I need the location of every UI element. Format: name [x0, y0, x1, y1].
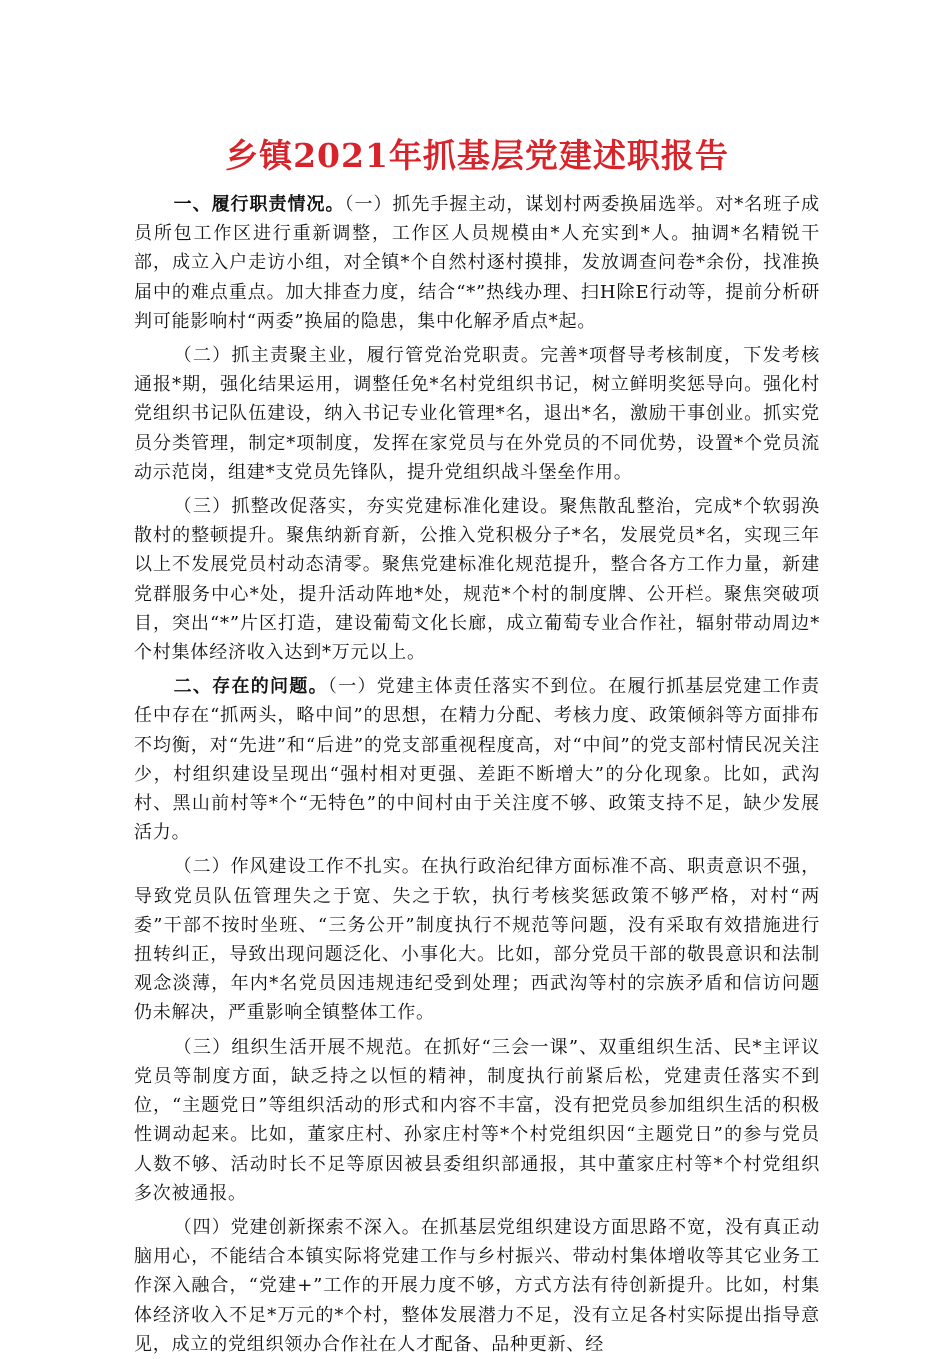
paragraph-problems-1	[134, 672, 820, 847]
paragraph-text: （一）党建主体责任落实不到位。在履行抓基层党建工作责任中存在“抓两头，略中间”的思想，在精力分配、考核力度、政策倾斜等方面排布不均衡，对“先进”和“后进”的党支部重视程度高，对“中间”的党支部村情民况关注少，村组织建设呈现出“强村相对更强、差距不断增大”的分化现象。比如，武沟村、黑山前村等*个“无特色”的中间村由于关注度不够、政策支持不足，缺少发展活力。	[134, 676, 820, 844]
paragraph-duties-3	[134, 492, 820, 667]
paragraph-text: （四）党建创新探索不深入。在抓基层党组织建设方面思路不宽，没有真正动脑用心，不能结合本镇实际将党建工作与乡村振兴、带动村集体增收等其它业务工作深入融合，“党建+”工作的开展力度不够，方式方法有待创新提升。比如，村集体经济收入不足*万元的*个村，整体发展潜力不足，没有立足各村实际提出指导意见，成立的党组织领办合作社在人才配备、品种更新、经	[134, 1216, 820, 1355]
section-heading-duties: 一、履行职责情况。	[173, 194, 345, 215]
paragraph-problems-3	[134, 1033, 820, 1208]
paragraph-text: （一）抓先手握主动，谋划村两委换届选举。对*名班子成员所包工作区进行重新调整，工作区人员规模由*人充实到*人。抽调*名精锐干部，成立入户走访小组，对全镇*个自然村逐村摸排，发放调查问卷*余份，找准换届中的难点重点。加大排查力度，结合“*”热线办理、扫H除E行动等，提前分析研判可能影响村“两委”换届的隐患，集中化解矛盾点*起。	[134, 194, 820, 332]
section-heading-problems: 二、存在的问题。	[173, 676, 328, 698]
paragraph-problems-2	[134, 852, 820, 1027]
paragraph-duties-2	[134, 341, 820, 487]
paragraph-text: （二）抓主责聚主业，履行管党治党职责。完善*项督导考核制度，下发考核通报*期，强化结果运用，调整任免*名村党组织书记，树立鲜明奖惩导向。强化村党组织书记队伍建设，纳入书记专业化管理*名，退出*名，激励干事创业。抓实党员分类管理，制定*项制度，发挥在家党员与在外党员的不同优势，设置*个党员流动示范岗，组建*支党员先锋队，提升党组织战斗堡垒作用。	[134, 345, 820, 483]
paragraph-text: （三）抓整改促落实，夯实党建标准化建设。聚焦散乱整治，完成*个软弱涣散村的整顿提升。聚焦纳新育新，公推入党积极分子*名，发展党员*名，实现三年以上不发展党员村动态清零。聚焦党建标准化规范提升，整合各方工作力量，新建党群服务中心*处，提升活动阵地*处，规范*个村的制度牌、公开栏。聚焦突破项目，突出“*”片区打造，建设葡萄文化长廊，成立葡萄专业合作社，辐射带动周边*个村集体经济收入达到*万元以上。	[134, 496, 820, 664]
paragraph-text: （二）作风建设工作不扎实。在执行政治纪律方面标准不高、职责意识不强，导致党员队伍管理失之于宽、失之于软，执行考核奖惩政策不够严格，对村“两委”干部不按时坐班、“三务公开”制度执行不规范等问题，没有采取有效措施进行扭转纠正，导致出现问题泛化、小事化大。比如，部分党员干部的敬畏意识和法制观念淡薄，年内*名党员因违规违纪受到处理；西武沟等村的宗族矛盾和信访问题仍未解决，严重影响全镇整体工作。	[134, 856, 820, 1024]
paragraph-duties-1	[134, 190, 820, 336]
document-title: 乡镇2021年抓基层党建述职报告	[225, 136, 729, 175]
paragraph-text: （三）组织生活开展不规范。在抓好“三会一课”、双重组织生活、民*主评议党员等制度方面，缺乏持之以恒的精神，制度执行前紧后松，党建责任落实不到位，“主题党日”等组织活动的形式和内容不丰富，没有把党员参加组织生活的积极性调动起来。比如，董家庄村、孙家庄村等*个村党组织因“主题党日”的参与党员人数不够、活动时长不足等原因被县委组织部通报，其中董家庄村等*个村党组织多次被通报。	[134, 1036, 820, 1204]
paragraph-problems-4	[134, 1213, 820, 1359]
